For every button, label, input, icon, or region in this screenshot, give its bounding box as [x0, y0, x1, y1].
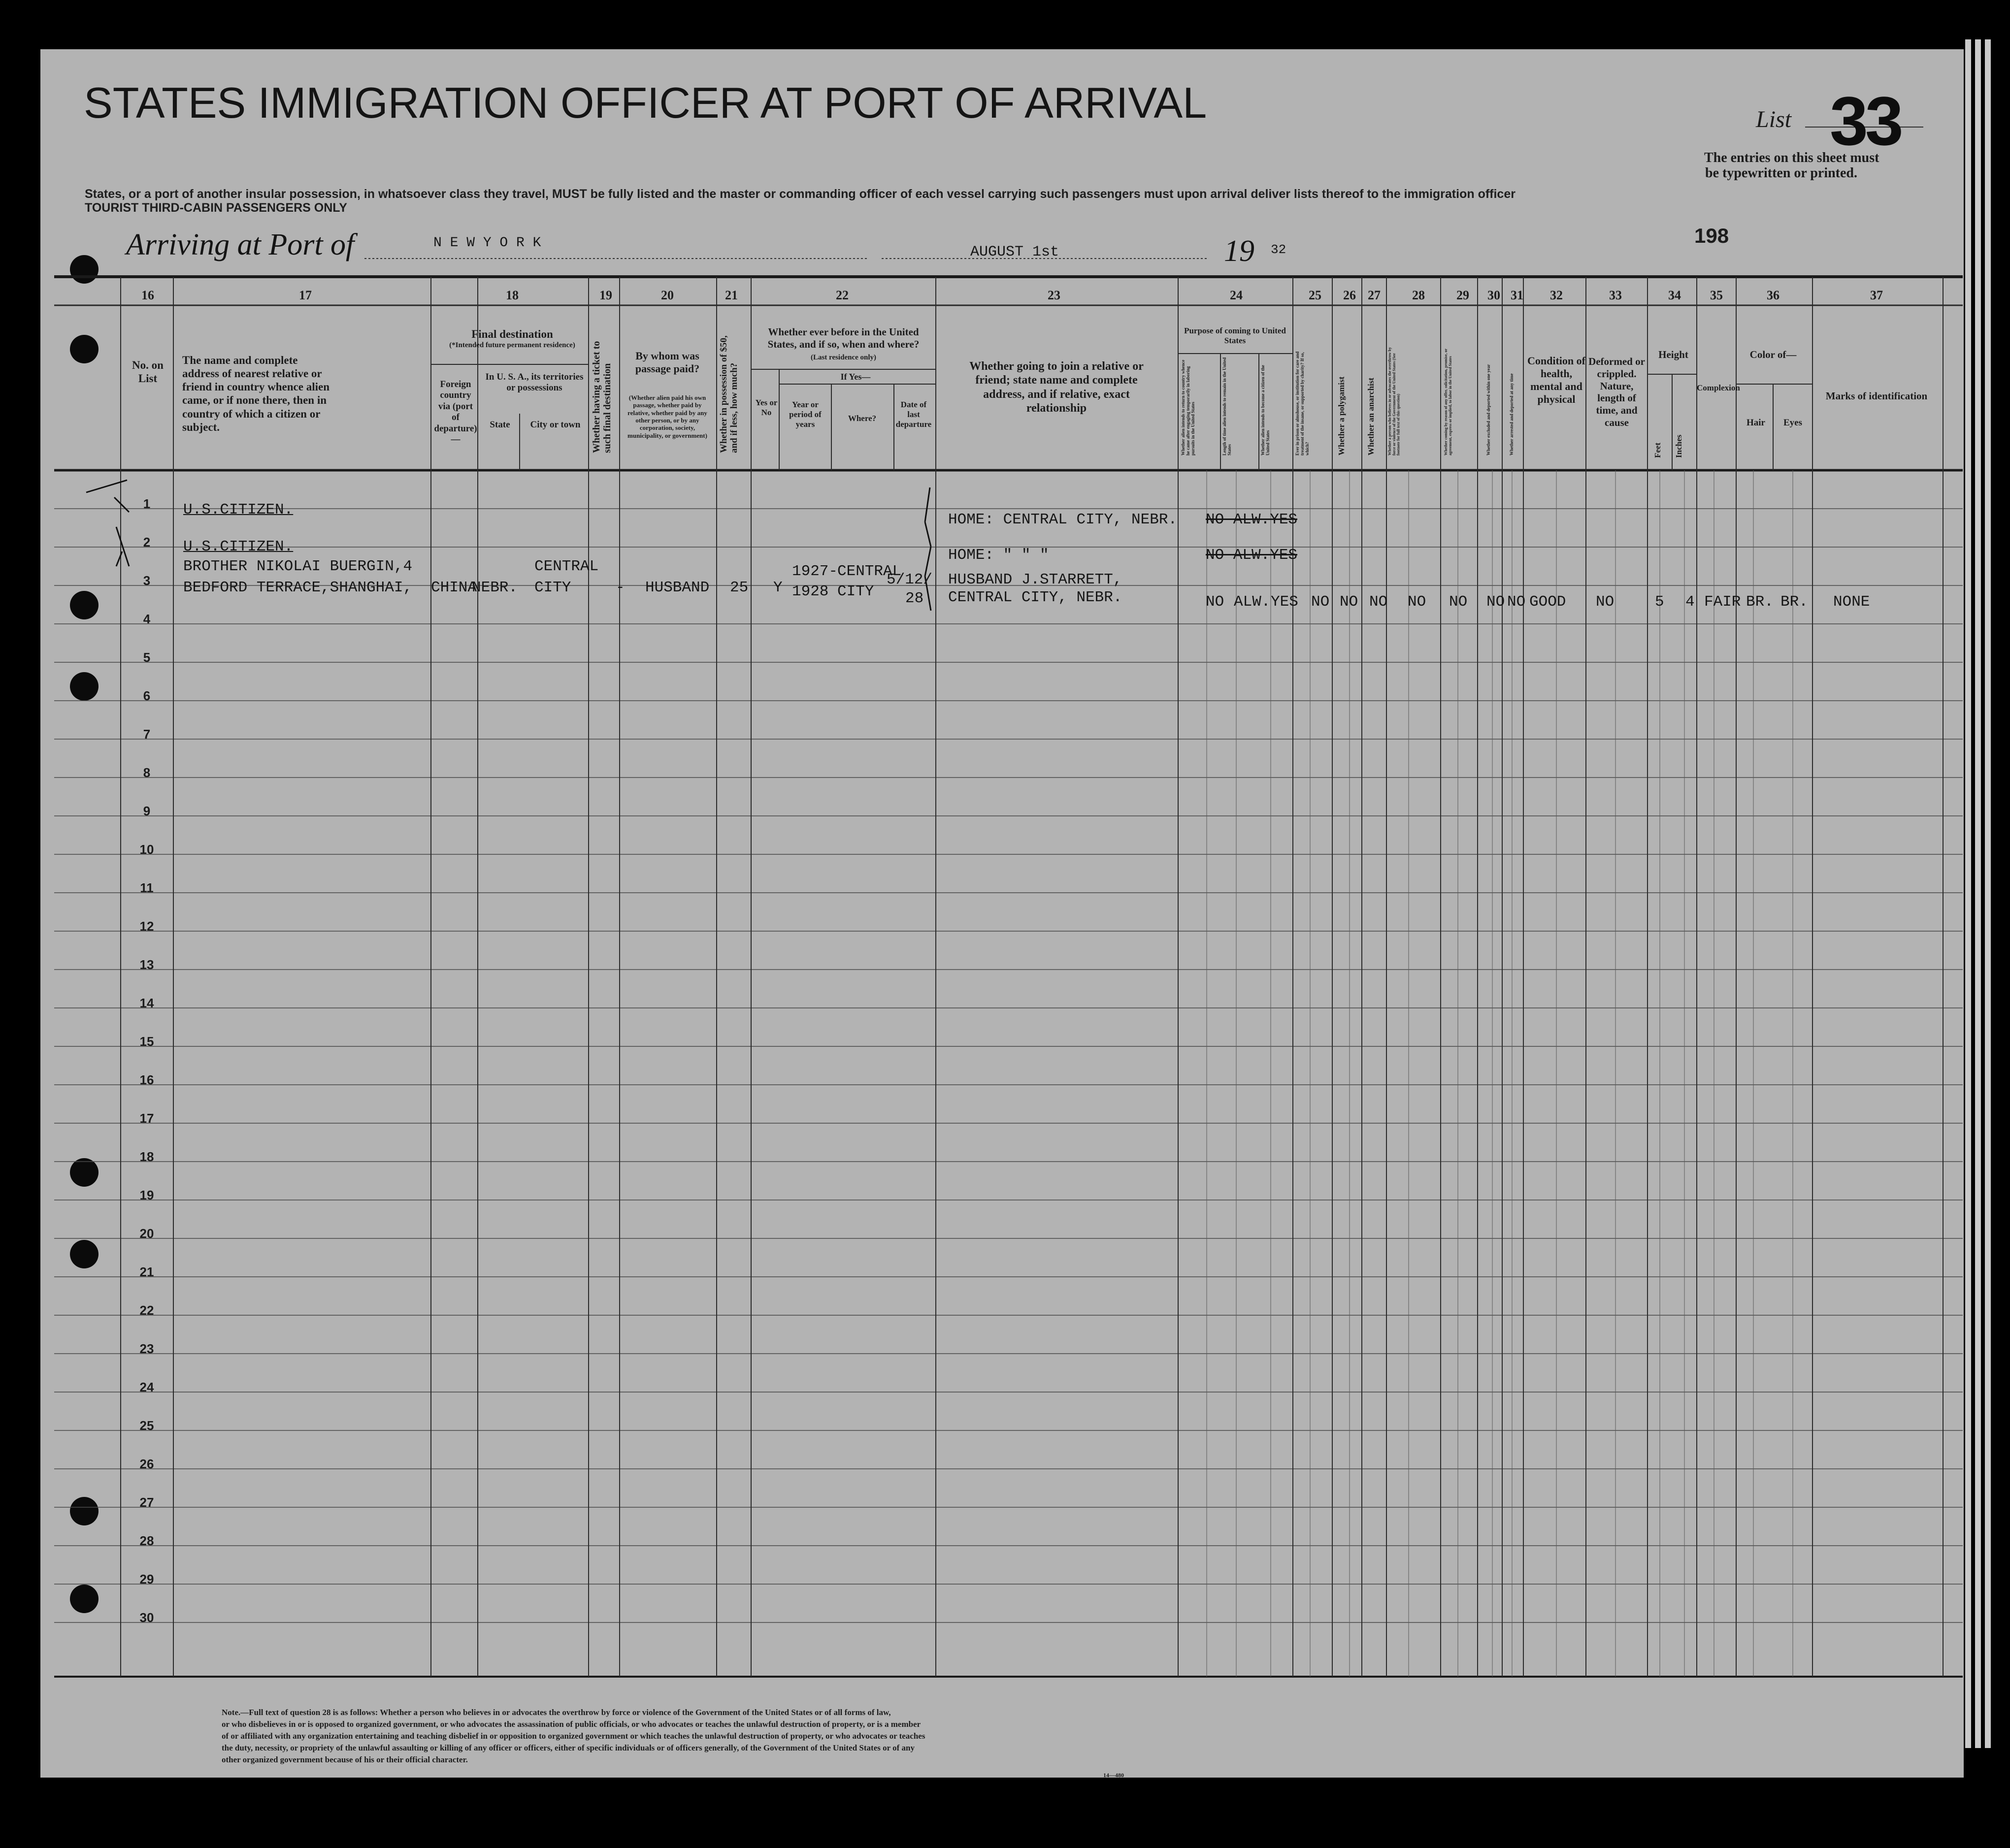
col-number-24: 24	[1230, 288, 1243, 302]
row-number: 16	[139, 1072, 154, 1087]
col-number-17: 17	[299, 288, 312, 302]
header-yes-no: Yes or No	[755, 398, 778, 418]
row-number: 1	[143, 496, 151, 511]
row2-relative: U.S.CITIZEN.	[183, 538, 294, 555]
subtitle-line-2: TOURIST THIRD-CABIN PASSENGERS ONLY	[85, 201, 347, 215]
header-ever-before: Whether ever before in the United States, and if so, when and where?	[767, 326, 920, 350]
header-if-yes: If Yes—	[840, 372, 871, 382]
row3-height-inches: 4	[1685, 593, 1695, 611]
row3-city-line1: CENTRAL	[534, 558, 599, 575]
header-joining: Whether going to join a relative or friend; state name and complete address, and if relative, exact relationship	[969, 360, 1144, 415]
row3-marks: NONE	[1833, 593, 1870, 611]
row-number: 22	[139, 1303, 154, 1318]
row-number: 21	[139, 1264, 154, 1279]
col-number-30: 30	[1487, 288, 1500, 302]
header-purpose-citizen: Whether alien intends to become a citizen of the United States	[1260, 365, 1270, 455]
footnote-line-5: other organized government because of his or their official character.	[222, 1755, 468, 1764]
row3-q29: NO	[1449, 593, 1468, 611]
row3-length-of-stay: ALW.	[1234, 593, 1271, 611]
header-hair: Hair	[1746, 418, 1765, 428]
row3-money: 25	[730, 579, 749, 596]
row3-q31: NO	[1507, 593, 1526, 611]
header-deformed: Deformed or crippled. Nature, length of time, and cause	[1588, 356, 1645, 428]
row3-prison: NO	[1311, 593, 1330, 611]
grid-line	[116, 551, 122, 566]
header-year-period: Year or period of years	[789, 400, 822, 429]
sheet-code: 198	[1694, 224, 1729, 247]
header-q28: Whether a person who believes in or advocates the overthrow by force or violence of the Government of the United States (See footnote for full text of this question)	[1387, 347, 1401, 455]
header-purpose-length: Length of time alien intends to remain in the United States	[1222, 357, 1232, 455]
row1-relative: U.S.CITIZEN.	[183, 501, 294, 519]
row-number: 13	[139, 957, 154, 972]
header-final-destination-note: (*Intended future permanent residence)	[449, 341, 575, 349]
col-number-21: 21	[725, 288, 738, 302]
header-height: Height	[1658, 349, 1688, 360]
year-prefix: 19	[1224, 234, 1254, 268]
col-number-35: 35	[1710, 288, 1723, 302]
col-number-22: 22	[836, 288, 849, 302]
form-number: 14—480	[1103, 1772, 1124, 1779]
col-number-36: 36	[1767, 288, 1779, 302]
page-title: STATES IMMIGRATION OFFICER AT PORT OF ARRIVAL	[84, 78, 1207, 127]
row2-status: NO ALW.YES	[1206, 547, 1298, 564]
header-ticket: Whether having a ticket to such final destination	[591, 341, 613, 453]
subtitle-line-1: States, or a port of another insular possession, in whatsoever class they travel, MUST be fully listed and the master or commanding officer of each vessel carrying such passengers must upon arrival deliver lists thereof to the immigration officer	[85, 187, 1516, 201]
row-number: 9	[143, 804, 151, 818]
row3-q28: NO	[1408, 593, 1426, 611]
row3-anarchist: NO	[1369, 593, 1388, 611]
header-ever-before-note: (Last residence only)	[810, 354, 877, 361]
header-purpose: Purpose of coming to United States	[1184, 326, 1286, 346]
row-number: 25	[139, 1418, 154, 1433]
row3-paid-by: HUSBAND	[645, 579, 710, 596]
header-no-on-list: No. on List	[132, 359, 164, 385]
row-number: 15	[139, 1034, 154, 1049]
row3-joining-line2: CENTRAL CITY, NEBR.	[948, 589, 1122, 606]
grid-line	[925, 487, 930, 522]
row3-height-feet: 5	[1655, 593, 1664, 611]
header-q31: Whether arrested and deported at any time	[1509, 373, 1514, 455]
col-number-16: 16	[141, 288, 154, 302]
row-number: 29	[139, 1572, 154, 1587]
typewritten-note-1: The entries on this sheet must	[1704, 150, 1879, 165]
row-number: 5	[143, 650, 151, 665]
row-number: 26	[139, 1457, 154, 1471]
col-number-29: 29	[1456, 288, 1469, 302]
header-complexion: Complexion	[1697, 383, 1740, 392]
row3-where-line2: CITY	[837, 583, 874, 600]
row3-become-citizen: YES	[1271, 593, 1298, 611]
row-number: 27	[139, 1495, 154, 1510]
row3-joining-line1: HUSBAND J.STARRETT,	[948, 571, 1122, 588]
row-number: 4	[143, 612, 151, 626]
row3-yes-no: Y	[773, 579, 783, 596]
row3-departure-line1: 5/12/	[887, 571, 933, 588]
header-prison: Ever in prison or almshouse, or institution for care and treatment of the insane, or supported by charity? If so, which?	[1295, 351, 1310, 455]
footnote-line-1: Note.—Full text of question 28 is as follows: Whether a person who believes in or advocates the overthrow by force or violence of the Government of the United States or of all forms of law,	[222, 1708, 891, 1717]
col-number-27: 27	[1368, 288, 1381, 302]
list-label: List	[1756, 106, 1792, 132]
col-number-32: 32	[1550, 288, 1563, 302]
list-number: 33	[1830, 82, 1901, 160]
arrival-date: AUGUST 1st	[970, 244, 1059, 260]
header-nearest-relative: The name and complete address of nearest relative or friend in country whence alien came, or if none there, then in country of which a citizen or subject.	[182, 354, 330, 433]
row-number: 28	[139, 1533, 154, 1548]
row3-years-line1: 1927-	[792, 563, 838, 580]
header-anarchist: Whether an anarchist	[1366, 377, 1376, 455]
row3-relative-line2: BEDFORD TERRACE,SHANGHAI,	[183, 579, 413, 596]
header-city: City or town	[530, 420, 581, 430]
row3-hair: BR.	[1746, 593, 1774, 611]
col-number-33: 33	[1609, 288, 1622, 302]
row-number: 24	[139, 1380, 154, 1394]
header-by-whom: By whom was passage paid?	[635, 350, 700, 375]
col-number-31: 31	[1511, 288, 1523, 302]
header-foreign-country: Foreign country via (port of departure)—	[434, 379, 477, 445]
row-number: 18	[139, 1149, 154, 1164]
header-q30: Whether excluded and deported within one year	[1486, 364, 1491, 455]
footnote-line-4: the duty, necessity, or propriety of the unlawful assaulting or killing of any officer or officers, either of specific individuals or of officers generally, of the Government of the United States or of any	[222, 1743, 915, 1752]
footnote-line-2: or who disbelieves in or is opposed to organized government, or who advocates the assassination of public officials, or who advocates or teaches the unlawful destruction of property, or is a member	[222, 1719, 921, 1729]
port-of-arrival: N E W Y O R K	[433, 235, 541, 251]
col-number-20: 20	[661, 288, 674, 302]
header-by-whom-note: (Whether alien paid his own passage, whether paid by relative, whether paid by any other person, or by any corporation, society, municipality, or government)	[627, 394, 707, 439]
row3-deformed: NO	[1596, 593, 1615, 611]
row-number: 6	[143, 688, 151, 703]
header-color-of: Color of—	[1749, 349, 1797, 360]
header-possession: Whether in possession of $50, and if less, how much?	[719, 335, 739, 453]
row3-departure-line2: 28	[905, 590, 924, 607]
header-purpose-return: Whether alien intends to return to country whence he came after engaging temporarily in laboring pursuits in the United States	[1181, 359, 1195, 455]
row3-returning: NO	[1206, 593, 1224, 611]
year-suffix: 32	[1271, 242, 1286, 257]
header-eyes: Eyes	[1783, 418, 1802, 428]
row-number: 2	[143, 535, 151, 550]
row3-ticket: -	[616, 579, 625, 596]
row3-eyes: BR.	[1780, 593, 1808, 611]
row3-q30: NO	[1486, 593, 1505, 611]
row3-health: GOOD	[1529, 593, 1566, 611]
row3-state: NEBR.	[472, 579, 518, 596]
header-inches: Inches	[1674, 434, 1683, 458]
footnote-line-3: of or affiliated with any organization entertaining and teaching disbelief in or opposition to organized government or which teaches the unlawful destruction of property, or who advocates or teaches	[222, 1731, 925, 1741]
row-number: 20	[139, 1226, 154, 1241]
col-number-23: 23	[1048, 288, 1060, 302]
row2-joining: HOME: " " "	[948, 547, 1049, 564]
col-number-28: 28	[1412, 288, 1425, 302]
row-number: 7	[143, 727, 151, 742]
row-number: 3	[143, 573, 151, 588]
row-number: 8	[143, 765, 151, 780]
header-where: Where?	[848, 414, 877, 423]
header-in-usa: In U. S. A., its territories or possessions	[485, 372, 584, 393]
header-condition: Condition of health, mental and physical	[1527, 355, 1585, 405]
row-number: 17	[139, 1111, 154, 1126]
row1-joining: HOME: CENTRAL CITY, NEBR.	[948, 511, 1178, 528]
row1-status: NO ALW.YES	[1206, 511, 1298, 528]
header-marks: Marks of identification	[1825, 390, 1928, 402]
row-number: 14	[139, 996, 154, 1010]
row3-complexion: FAIR	[1704, 593, 1741, 611]
row3-polygamist: NO	[1340, 593, 1358, 611]
row-number: 10	[139, 842, 154, 857]
row-number: 19	[139, 1188, 154, 1202]
col-number-37: 37	[1870, 288, 1883, 302]
col-number-18: 18	[506, 288, 519, 302]
header-final-destination: Final destination	[471, 328, 553, 340]
col-number-19: 19	[599, 288, 612, 302]
header-state: State	[490, 420, 510, 430]
row-number: 23	[139, 1341, 154, 1356]
arriving-label: Arriving at Port of	[126, 228, 355, 261]
header-date-departure: Date of last departure	[895, 400, 932, 429]
header-polygamist: Whether a polygamist	[1337, 376, 1346, 455]
col-number-34: 34	[1668, 288, 1681, 302]
row3-relative-line1: BROTHER NIKOLAI BUERGIN,4	[183, 558, 413, 575]
row-number: 11	[140, 880, 154, 895]
header-q29: Whether coming by reason of any offer, solicitation, promise, or agreement, express or implied, to labor in the United States	[1444, 349, 1452, 455]
row3-where-line1: CENTRAL	[837, 563, 902, 580]
row-number: 30	[139, 1610, 154, 1625]
header-feet: Feet	[1653, 442, 1662, 458]
typewritten-note-2: be typewritten or printed.	[1705, 165, 1857, 181]
row3-foreign-country: CHINA	[431, 579, 477, 596]
row3-city-line2: CITY	[534, 579, 571, 596]
col-number-25: 25	[1309, 288, 1321, 302]
col-number-26: 26	[1343, 288, 1356, 302]
row-number: 12	[139, 919, 154, 934]
grid-line	[925, 522, 931, 547]
row3-years-line2: 1928	[792, 583, 829, 600]
